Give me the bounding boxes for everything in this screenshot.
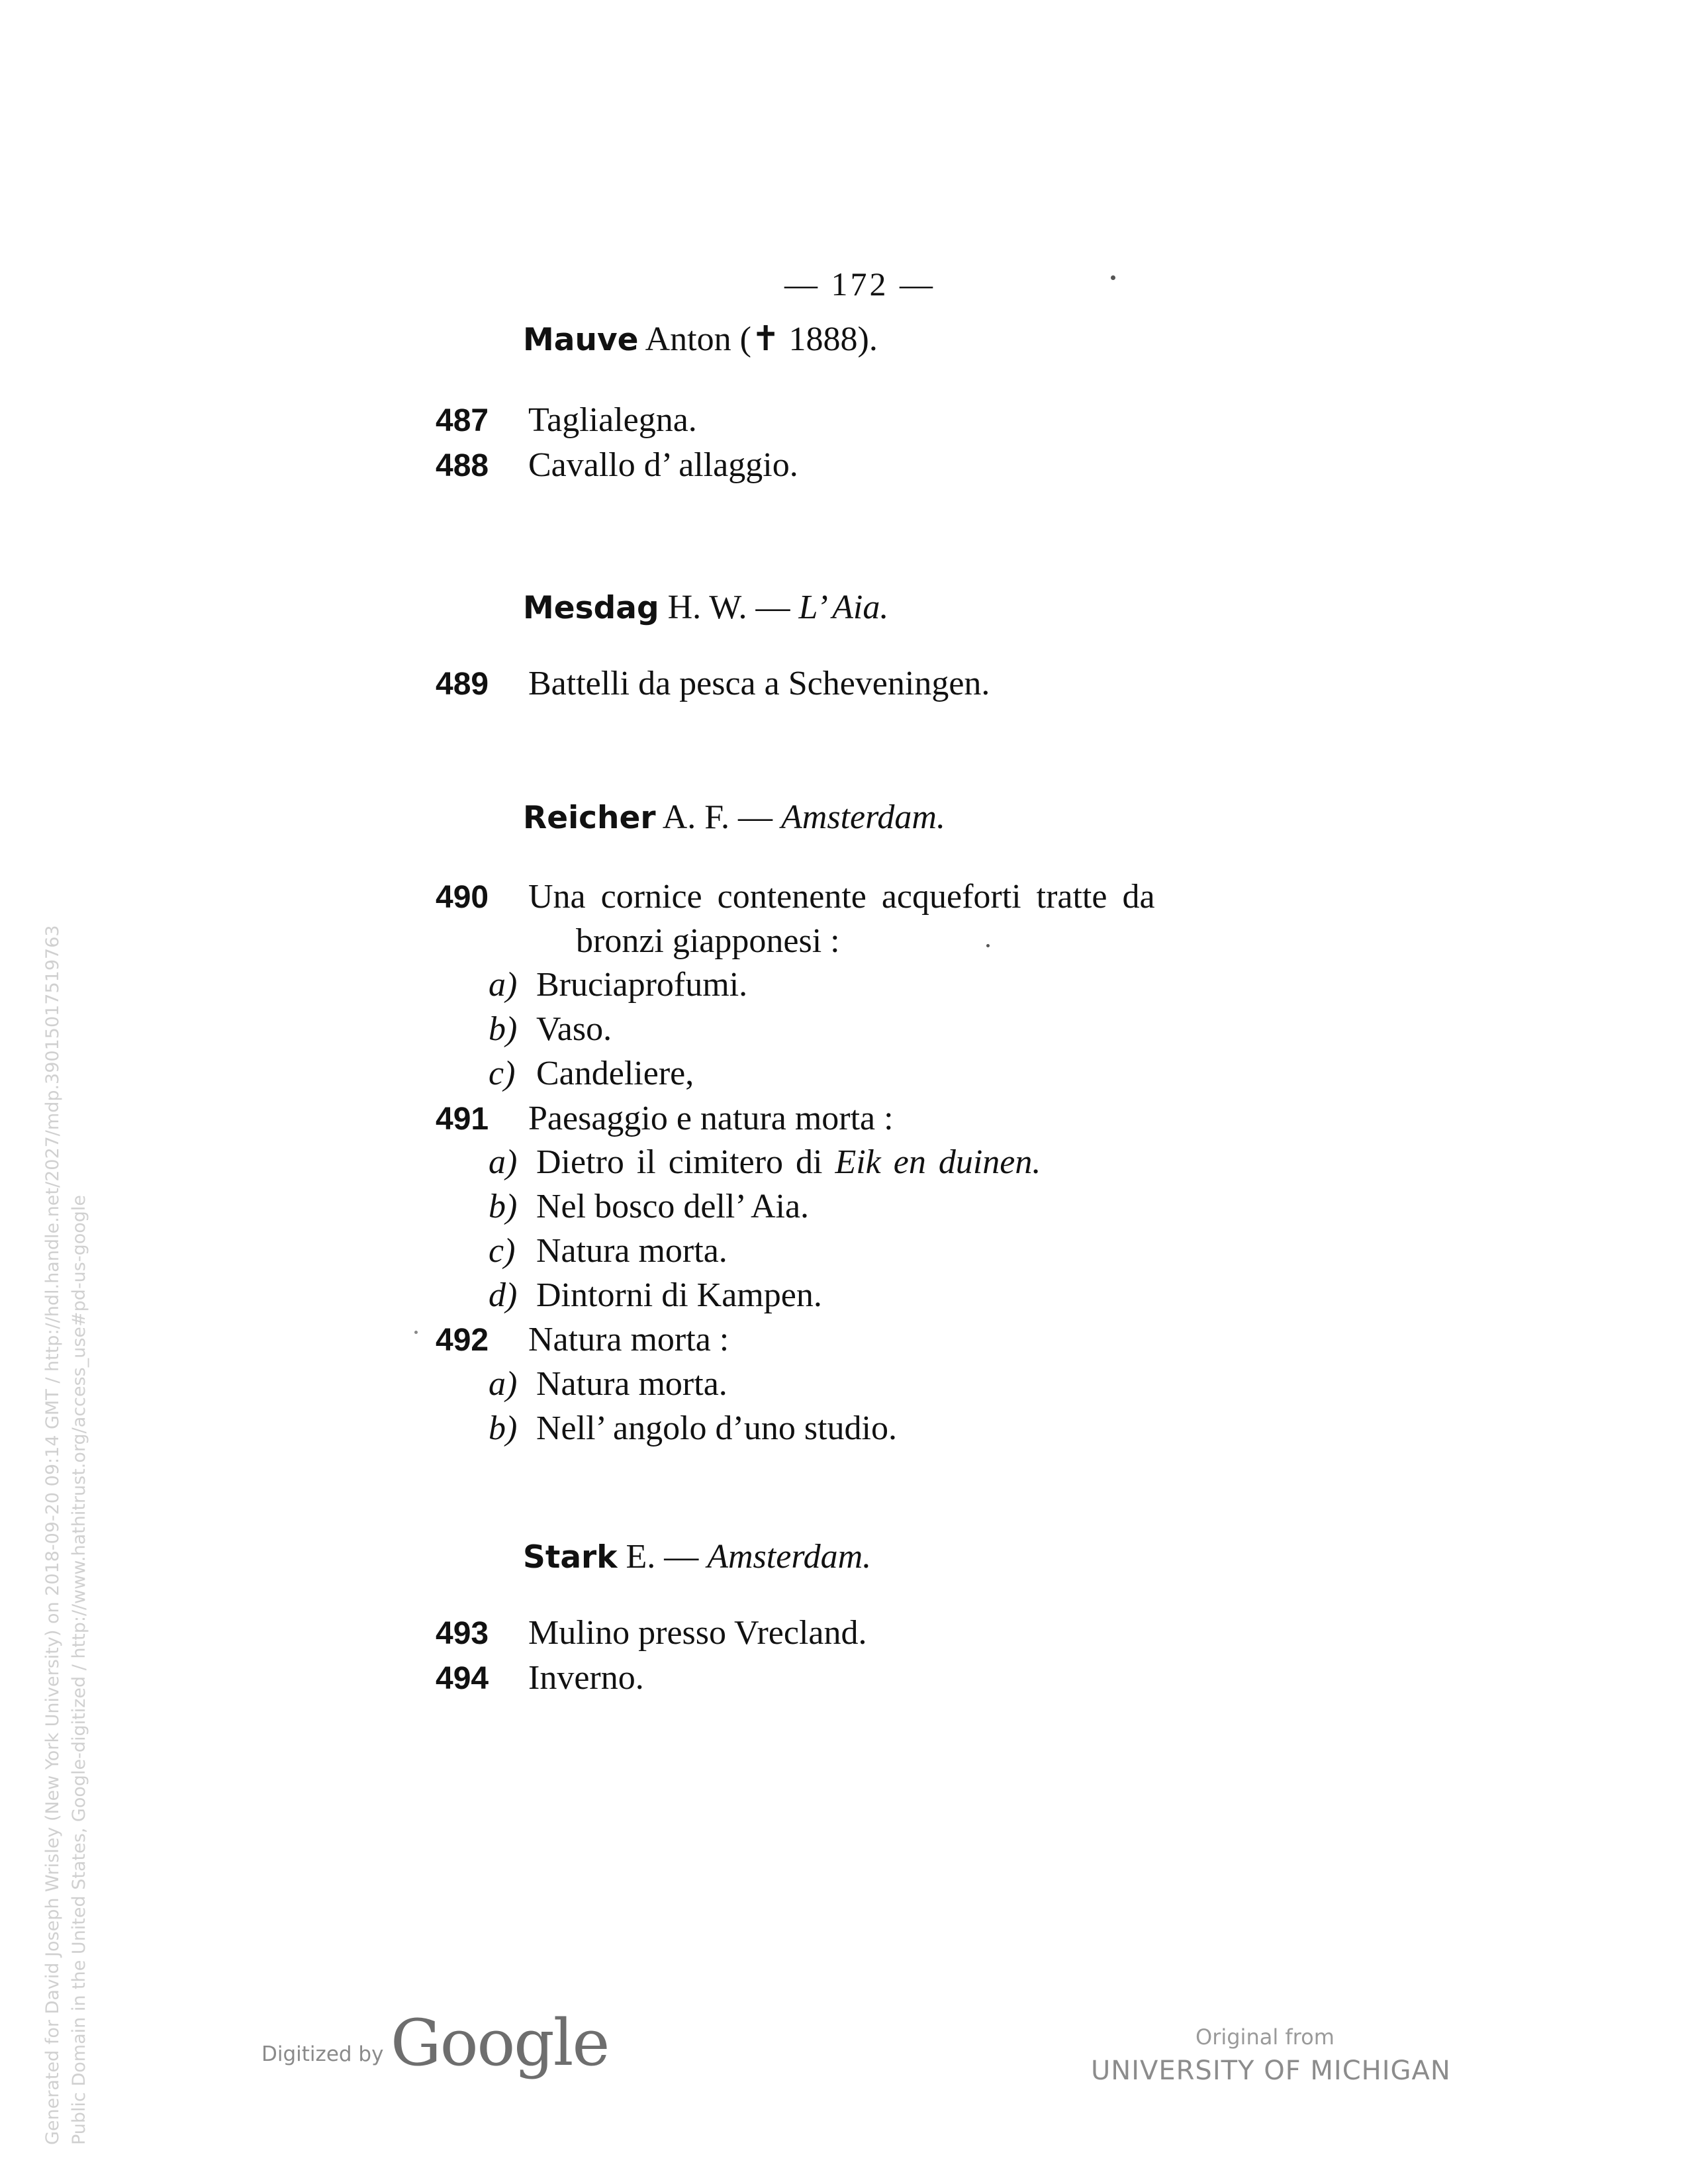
sub-item-text: Nell’ angolo d’uno studio. bbox=[536, 1409, 897, 1447]
artist-details: Anton (✝ 1888). bbox=[645, 320, 878, 358]
sub-item-text: Dietro il cimitero di bbox=[536, 1143, 823, 1181]
sub-item bbox=[489, 1364, 727, 1403]
catalog-entry-494 bbox=[436, 1658, 644, 1697]
sub-item-letter: b) bbox=[489, 1010, 518, 1048]
sub-item-letter: b) bbox=[489, 1188, 518, 1225]
scan-speck bbox=[1111, 275, 1115, 280]
sub-item bbox=[489, 1187, 809, 1226]
sub-item-text: Natura morta. bbox=[536, 1232, 727, 1270]
digitized-by-label: Digitized by bbox=[261, 2042, 384, 2066]
catalog-entry-490 bbox=[436, 877, 1155, 916]
catalog-entry-489 bbox=[436, 664, 990, 703]
scan-speck bbox=[414, 1331, 418, 1334]
sub-item-text: Bruciaprofumi. bbox=[536, 966, 748, 1004]
entry-title: Inverno. bbox=[528, 1659, 644, 1697]
sub-item-letter: c) bbox=[489, 1232, 516, 1270]
sub-item bbox=[489, 965, 747, 1004]
scan-speck bbox=[986, 944, 990, 947]
artist-surname: Mauve bbox=[523, 322, 639, 358]
entry-title: Cavallo d’ allaggio. bbox=[528, 446, 798, 484]
entry-title: Mulino presso Vrecland. bbox=[528, 1614, 867, 1652]
entry-number: 488 bbox=[436, 448, 489, 483]
institution-name: UNIVERSITY OF MICHIGAN bbox=[1091, 2056, 1451, 2086]
entry-title: Una cornice contenente acqueforti tratte da bbox=[528, 878, 1155, 916]
artist-surname: Reicher bbox=[523, 800, 656, 836]
artist-heading-mesdag bbox=[523, 588, 888, 627]
sub-item-letter: a) bbox=[489, 1365, 518, 1403]
sub-item-place-name: Eik en duinen. bbox=[835, 1143, 1041, 1181]
entry-number: 491 bbox=[436, 1102, 489, 1137]
catalog-entry-491 bbox=[436, 1099, 894, 1138]
entry-number: 494 bbox=[436, 1661, 489, 1696]
sub-item-letter: a) bbox=[489, 966, 518, 1004]
catalog-entry-488 bbox=[436, 446, 798, 485]
sub-item bbox=[489, 1010, 612, 1049]
artist-details: E. — bbox=[626, 1538, 699, 1576]
entry-title-continuation: bronzi giapponesi : bbox=[576, 922, 840, 960]
sub-item-text: Candeliere, bbox=[536, 1055, 694, 1092]
watermark-line-2: Public Domain in the United States, Google-digitized / http://www.hathitrust.org/access_use#pd-us-google bbox=[69, 1194, 89, 2145]
google-logo: Google bbox=[391, 2006, 609, 2080]
original-from-label: Original from bbox=[1196, 2024, 1335, 2050]
entry-title: Battelli da pesca a Scheveningen. bbox=[528, 665, 990, 702]
sub-item bbox=[489, 1143, 1041, 1182]
sub-item-letter: c) bbox=[489, 1055, 516, 1092]
sub-item-letter: b) bbox=[489, 1409, 518, 1447]
sub-item-text: Vaso. bbox=[536, 1010, 612, 1048]
artist-surname: Stark bbox=[523, 1539, 618, 1576]
entry-number: 489 bbox=[436, 667, 489, 702]
artist-place: Amsterdam. bbox=[781, 798, 945, 836]
artist-surname: Mesdag bbox=[523, 590, 659, 626]
catalog-entry-487 bbox=[436, 401, 697, 440]
entry-number: 487 bbox=[436, 403, 489, 438]
artist-place: L’ Aia. bbox=[798, 589, 889, 626]
artist-heading-mauve bbox=[523, 319, 878, 359]
sub-item-text: Natura morta. bbox=[536, 1365, 727, 1403]
sub-item bbox=[489, 1409, 897, 1448]
artist-heading-reicher bbox=[523, 798, 945, 837]
artist-heading-stark bbox=[523, 1537, 871, 1576]
artist-details: H. W. — bbox=[667, 589, 790, 626]
entry-title: Paesaggio e natura morta : bbox=[528, 1100, 894, 1137]
entry-number: 490 bbox=[436, 880, 489, 915]
hathitrust-watermark bbox=[40, 925, 93, 2145]
entry-title: Taglialegna. bbox=[528, 401, 697, 439]
catalog-entry-493 bbox=[436, 1613, 867, 1652]
artist-details: A. F. — bbox=[662, 798, 773, 836]
sub-item-letter: d) bbox=[489, 1276, 518, 1314]
sub-item bbox=[489, 1276, 822, 1315]
sub-item-text: Dintorni di Kampen. bbox=[536, 1276, 822, 1314]
sub-item bbox=[489, 1231, 727, 1270]
artist-place: Amsterdam. bbox=[707, 1538, 872, 1576]
sub-item-text: Nel bosco dell’ Aia. bbox=[536, 1188, 810, 1225]
catalog-entry-492 bbox=[436, 1320, 729, 1359]
watermark-line-1: Generated for David Joseph Wrisley (New York University) on 2018-09-20 09:14 GMT / http://hdl.handle.net/2027/mdp.39015017519763 bbox=[42, 925, 63, 2145]
sub-item bbox=[489, 1054, 694, 1093]
entry-number: 493 bbox=[436, 1616, 489, 1651]
entry-title: Natura morta : bbox=[528, 1321, 729, 1358]
sub-item-letter: a) bbox=[489, 1143, 518, 1181]
entry-number: 492 bbox=[436, 1323, 489, 1358]
page-number: — 172 — bbox=[784, 265, 935, 303]
